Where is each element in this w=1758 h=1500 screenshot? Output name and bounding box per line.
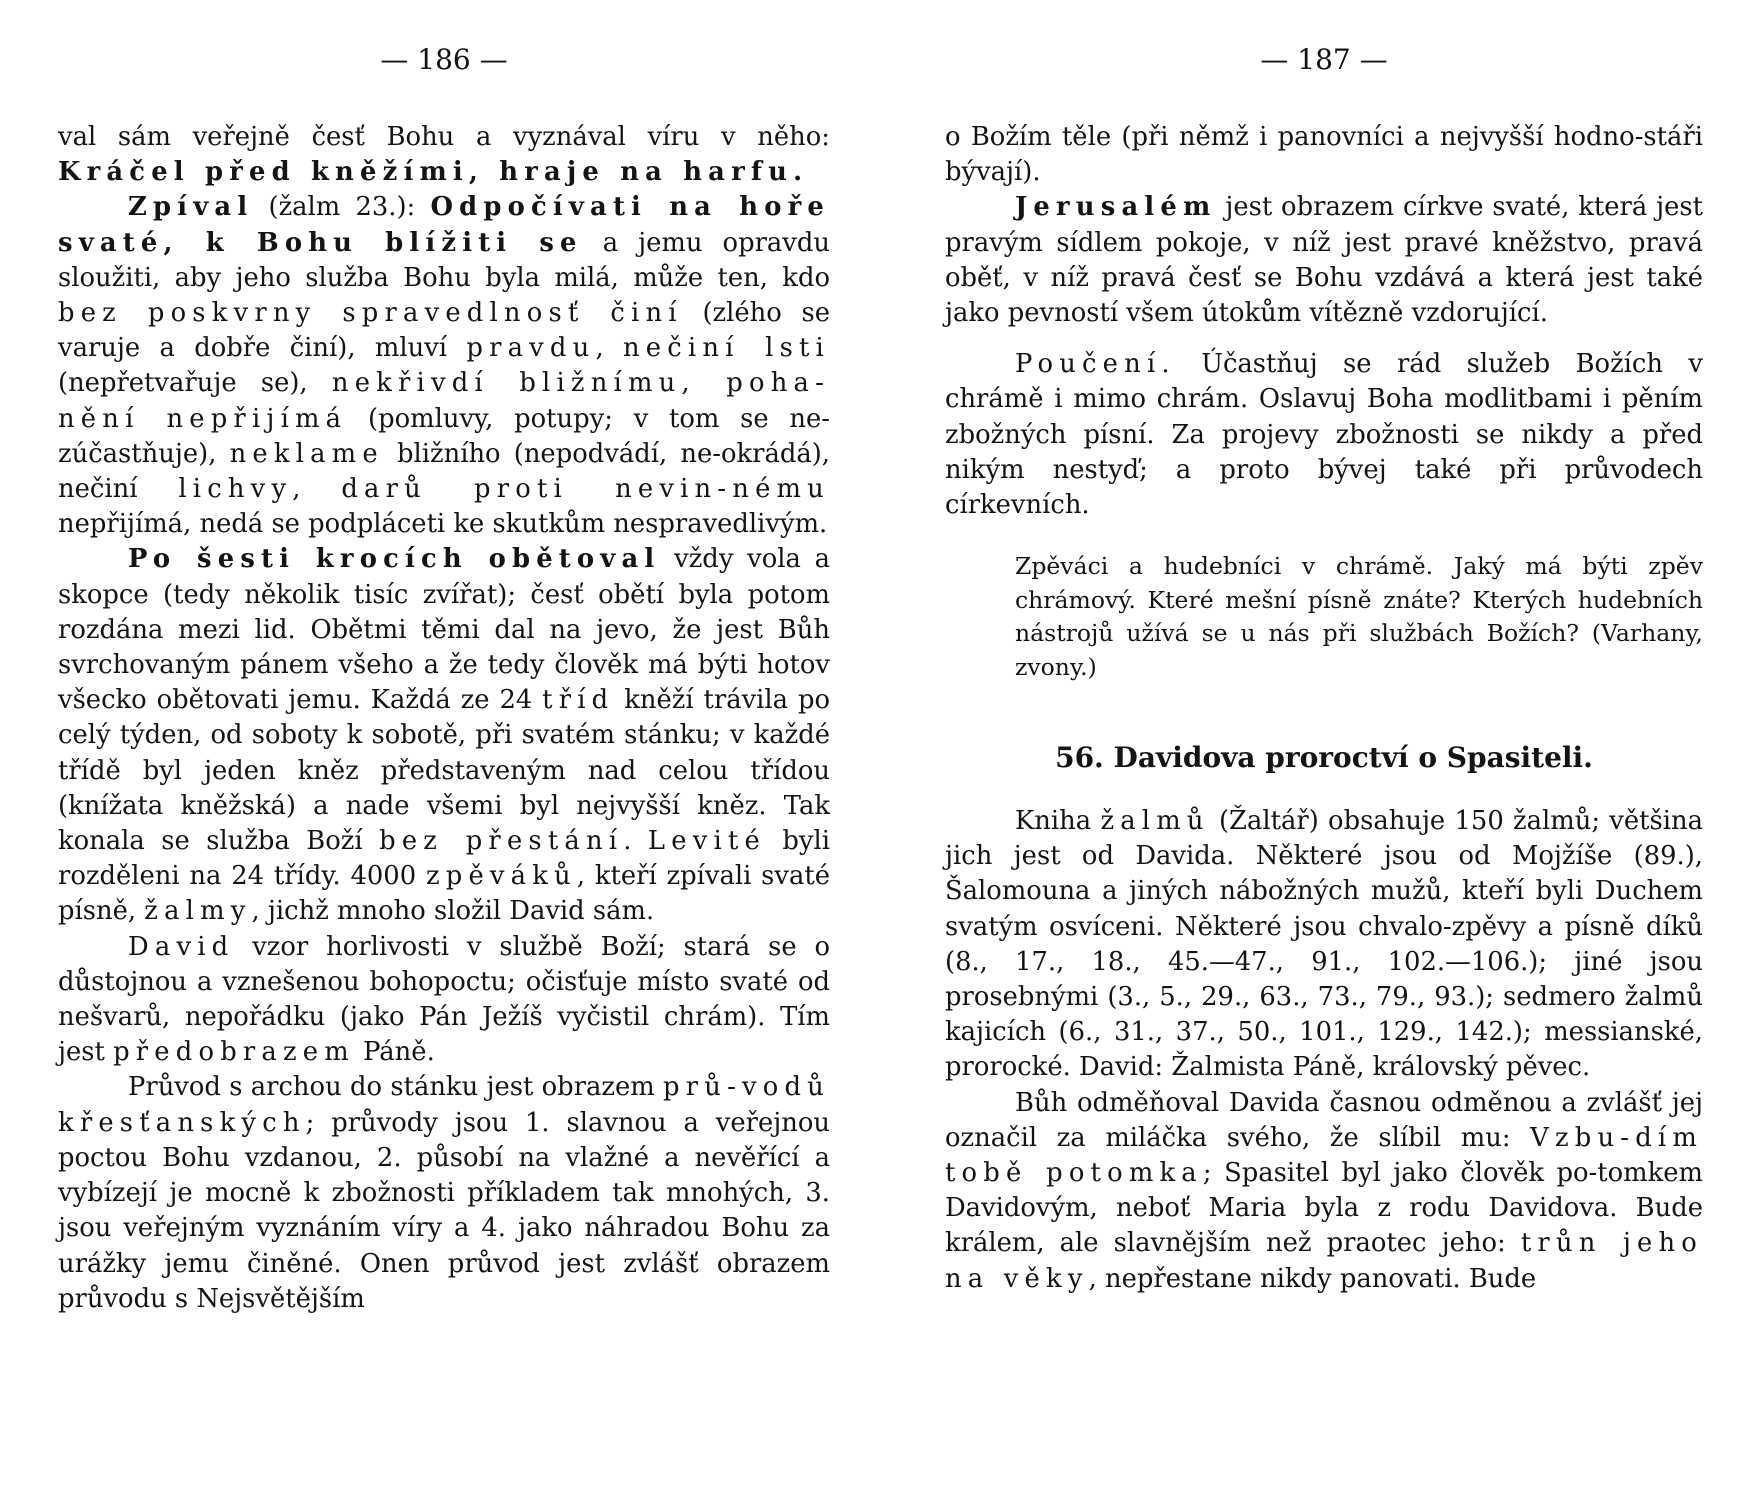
spaced-emphasis: Vzbu-dím tobě potomka (945, 1122, 1703, 1189)
text-run: Bůh odměňoval Davida časnou odměnou a zvlášť jej označil za miláčka svého, že slíbil mu: (945, 1087, 1703, 1153)
text-run: , kteří zpívali svaté písně, (58, 861, 830, 927)
spaced-emphasis: lichvy (178, 474, 293, 505)
text-run: kněží trávila po celý týden, od soboty k sobotě, při svatém stánku; v každé třídě byl jeden kněz představeným nad celou třídou (knížata kněžská) a nade všemi byl nejvyšší kněz. Tak konala se služba Boží (58, 685, 830, 857)
spaced-emphasis: zpěváků (425, 861, 577, 892)
spaced-emphasis: nekřivdí bližnímu, poha-nění nepřijímá (58, 368, 830, 434)
text-run: ; průvody jsou 1. slavnou a veřejnou poctou Bohu vzdanou, 2. působí na vlažné a nevěřící a vybízejí je mocně k zbožnosti příkladem tak mnohých, 3. jsou veřejným vyznáním víry a 4. jako náhradou Bohu za urážky jemu činěné. Onen průvod jest zvlášť obrazem průvodu s Nejsvětějším (58, 1107, 830, 1314)
spaced-emphasis: tříd (542, 685, 615, 716)
paragraph (945, 190, 1703, 331)
paragraph (58, 120, 830, 190)
text-run: byli rozděleni na 24 třídy. 4000 (58, 826, 831, 892)
left-page-text (58, 120, 830, 1317)
text-run: (Žaltář) obsahuje 150 žalmů; většina jich jest od Davida. Některé jsou od Mojžíše (89.), Šalomouna a jiných nábožných mužů, kteří byli Duchem svatým osvíceni. Některé jsou chvalo-zpěvy a písně díků (8., 17., 18., 45.—47., 91., 102.—106.); jiné jsou prosebnými (3., 5., 29., 63., 73., 79., 93.); sedmero žalmů kajicích (6., 31., 37., 50., 101., 129., 142.); messianské, prorocké. David: Žalmista Páně, královský pěvec. (945, 806, 1703, 1083)
paragraph (945, 347, 1703, 523)
paragraph (945, 120, 1703, 190)
spaced-emphasis: Po šesti krocích obětoval (128, 544, 661, 575)
text-run: ; Spasitel byl jako člověk po-tomkem Davidovým, neboť Maria byla z rodu Davidova. Bude králem, ale slavnějším než praotec jeho: (945, 1158, 1703, 1259)
spaced-emphasis: Odpočívati na hoře svaté, k Bohu blížiti se (58, 192, 830, 258)
text-run: , (595, 333, 623, 364)
page-number-right: — 187 — (1260, 43, 1388, 76)
spaced-emphasis: Poučení. (1015, 349, 1176, 380)
spaced-emphasis: předobrazem (113, 1037, 355, 1068)
text-run: (nepřetvařuje se), (58, 368, 332, 399)
section-text (945, 804, 1703, 1297)
spaced-emphasis: David (128, 931, 235, 962)
spaced-emphasis: neklame (229, 438, 384, 469)
text-run: jest obrazem církve svaté, která jest pravým sídlem pokoje, v níž jest pravé kněžstvo, pravá oběť, v níž pravá česť se Bohu vzdává a která jest také jako pevností všem útokům vítězně vzdorující. (945, 192, 1703, 329)
text-run: (žalm 23.): (253, 192, 431, 223)
text-run: Kniha (1015, 806, 1101, 836)
text-run: , jichž mnoho složil David sám. (251, 896, 655, 927)
text-run: Páně. (354, 1037, 435, 1068)
text-run: Průvod s archou do stánku jest obrazem (128, 1072, 664, 1103)
spaced-emphasis: Zpíval (128, 192, 254, 223)
text-run: o Božím těle (při němž i panovníci a nejvyšší hodno-stáři bývají). (945, 122, 1703, 188)
text-run: Účastňuj se rád služeb Božích v chrámě i mimo chrám. Oslavuj Boha modlitbami i pěním zbožných písní. Za projevy zbožnosti se nikdy a před nikým nestyď; a proto bývej také při průvodech církevních. (945, 349, 1703, 521)
paragraph (58, 1070, 830, 1316)
text-run: vzor horlivosti v službě Boží; stará se o důstojnou a vznešenou bohopoctu; očisťuje místo svaté od nešvarů, nepořádku (jako Pán Ježíš vyčistil chrám). Tím jest (58, 931, 830, 1068)
spaced-emphasis: darů proti nevin-nému (341, 474, 830, 505)
paragraph (945, 1086, 1703, 1297)
spaced-emphasis: Jerusalém (1015, 192, 1217, 223)
text-run: a jemu opravdu sloužiti, aby jeho služba Bohu byla milá, může ten, kdo (58, 227, 830, 293)
study-questions-note: Zpěváci a hudebníci v chrámě. Jaký má býti zpěv chrámový. Které mešní písně znáte? Kterých hudebních nástrojů užívá se u nás při službách Božích? (Varhany, zvony.) (1015, 552, 1703, 681)
text-run: (zlého se varuje a dobře činí), mluví (58, 298, 830, 364)
paragraph (58, 542, 830, 929)
spaced-emphasis: pravdu (466, 333, 596, 364)
text-run: , nepřestane nikdy panovati. Bude (1088, 1263, 1537, 1294)
paragraph (945, 804, 1703, 1086)
paragraph (58, 930, 830, 1071)
text-run: vždy vola a skopce (tedy několik tisíc zvířat); česť obětí byla potom rozdána mezi lid. Obětmi těmi dal na jevo, že jest Bůh svrchovaným pánem všeho a že tedy člověk má býti hotov všecko obětovati jemu. Každá ze 24 (58, 544, 830, 716)
spaced-emphasis: bez poskvrny spravedlnosť činí (58, 298, 683, 329)
right-page-text (945, 120, 1703, 523)
paragraph (58, 190, 830, 542)
text-run: bližního (nepodvádí, ne-okrádá), nečiní (58, 438, 830, 505)
spaced-emphasis: nečiní lsti (623, 333, 830, 364)
text-run: (pomluvy, potupy; v tom se ne-zúčastňuje), (58, 403, 830, 469)
page-number-left: — 186 — (380, 43, 508, 76)
text-run: , (292, 474, 342, 505)
spaced-emphasis: prů-vodů křesťanských (58, 1072, 830, 1138)
spaced-emphasis: Kráčel před kněžími, hraje na harfu. (58, 157, 809, 188)
spaced-emphasis: žalmů (1100, 806, 1210, 836)
text-run: val sám veřejně česť Bohu a vyznával víru v něho: (58, 122, 830, 152)
spaced-emphasis: Levité (647, 826, 766, 857)
text-run: nepřijímá, nedá se podpláceti ke skutkům nespravedlivým. (58, 509, 828, 540)
spaced-emphasis: trůn jeho na věky (945, 1228, 1703, 1294)
section-heading: 56. Davidova proroctví o Spasiteli. (1055, 741, 1593, 774)
text-run: . (623, 826, 648, 857)
spaced-emphasis: bez přestání (379, 826, 624, 857)
spaced-emphasis: žalmy (144, 896, 252, 927)
